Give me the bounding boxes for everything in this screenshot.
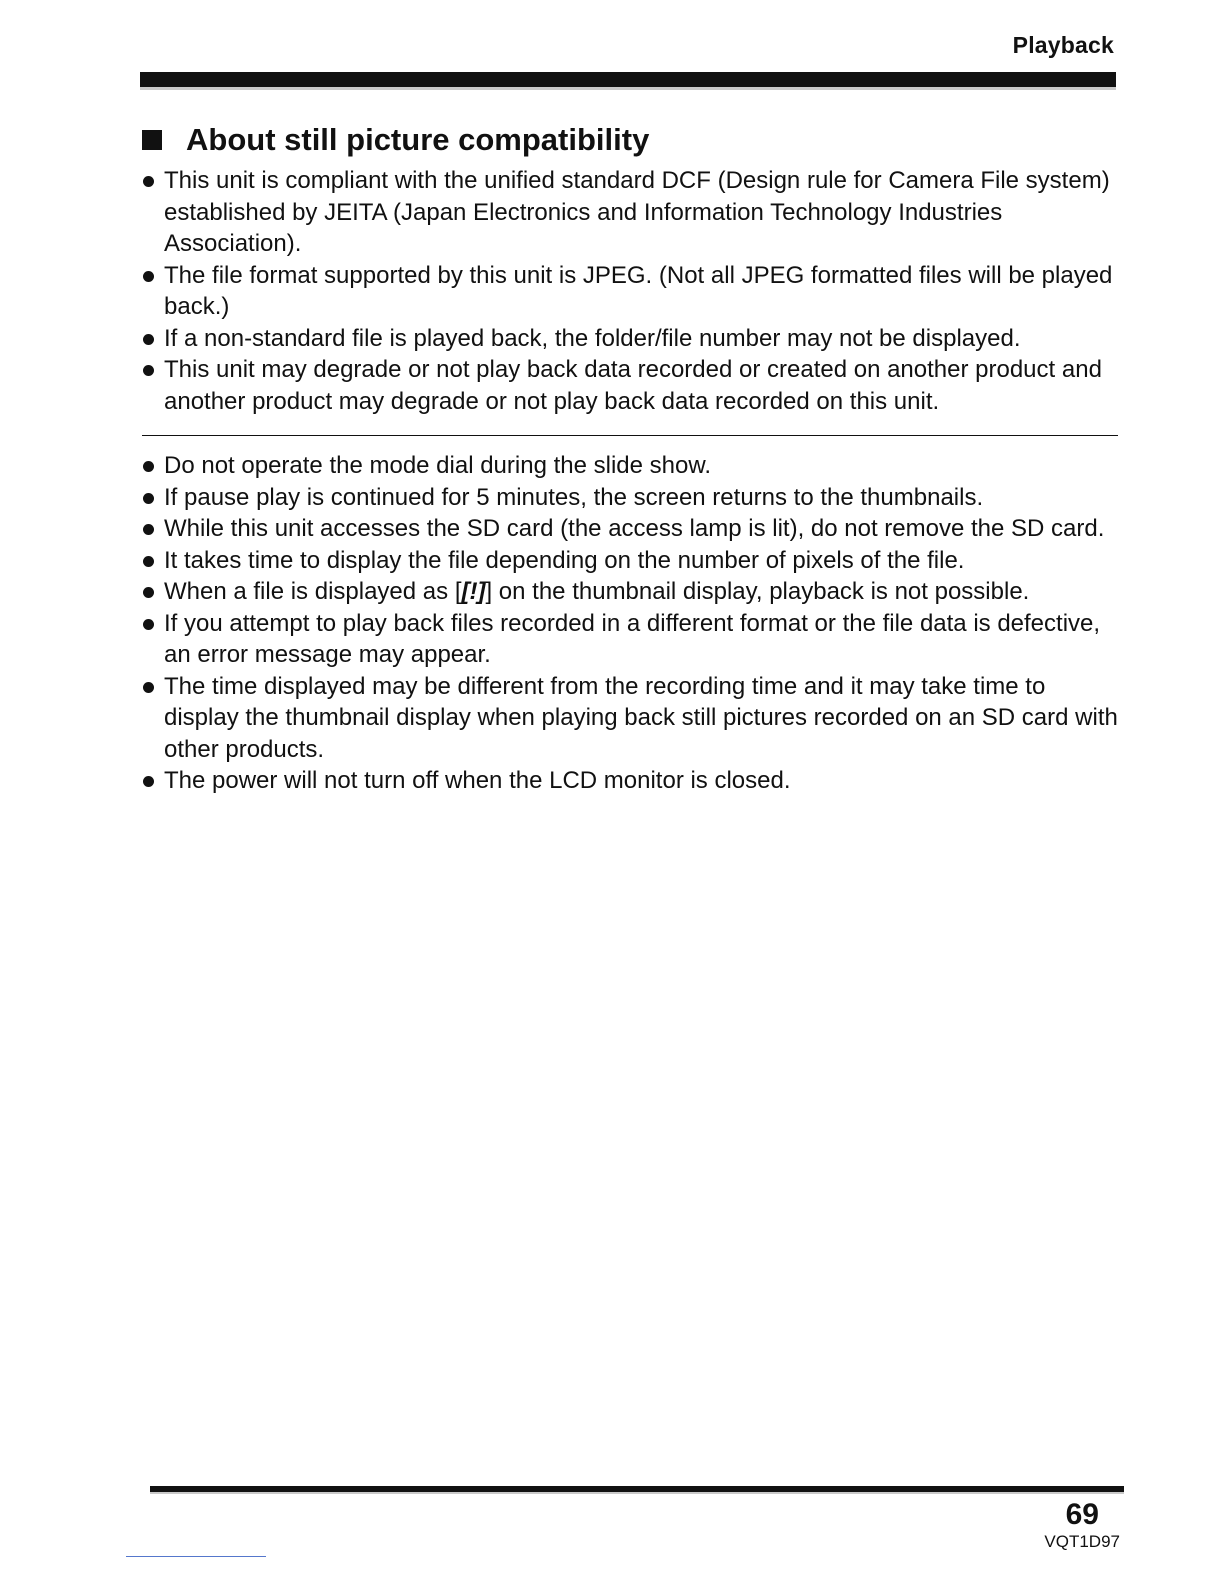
list-item: It takes time to display the file depending on the number of pixels of the file.: [142, 545, 1122, 577]
bullet-icon: [143, 776, 154, 787]
bullet-icon: [143, 556, 154, 567]
playback-notes-list: [142, 450, 1122, 797]
section-divider: [142, 435, 1118, 436]
compatibility-list: [142, 165, 1122, 417]
bullet-icon: [143, 682, 154, 693]
list-item: The file format supported by this unit is JPEG. (Not all JPEG formatted files will be played back.): [142, 260, 1122, 323]
list-item: This unit is compliant with the unified standard DCF (Design rule for Camera File system) established by JEITA (Japan Electronics and Information Technology Industries Association).: [142, 165, 1122, 260]
bullet-icon: [143, 365, 154, 376]
section-title: Playback: [1012, 32, 1114, 58]
bullet-icon: [143, 176, 154, 187]
list-item: The time displayed may be different from the recording time and it may take time to display the thumbnail display when playing back still pictures recorded on an SD card with other products.: [142, 671, 1122, 766]
unplayable-file-icon: [!]: [461, 578, 486, 605]
bullet-icon: [143, 524, 154, 535]
list-item: If you attempt to play back files recorded in a different format or the file data is defective, an error message may appear.: [142, 608, 1122, 671]
bullet-icon: [143, 271, 154, 282]
document-code: VQT1D97: [1044, 1532, 1120, 1551]
list-item: If a non-standard file is played back, the folder/file number may not be displayed.: [142, 323, 1122, 355]
list-item: The power will not turn off when the LCD monitor is closed.: [142, 765, 1122, 797]
bullet-icon: [143, 493, 154, 504]
scan-edge-mark: [126, 1556, 266, 1557]
footer-rule: [150, 1486, 1124, 1494]
header-rule: [140, 72, 1116, 90]
bullet-icon: [143, 587, 154, 598]
page-number: 69: [1065, 1498, 1099, 1531]
square-bullet-icon: [142, 130, 162, 150]
bullet-icon: [143, 461, 154, 472]
heading-title: About still picture compatibility: [186, 122, 650, 157]
bullet-icon: [143, 334, 154, 345]
bullet-icon: [143, 619, 154, 630]
list-item: If pause play is continued for 5 minutes, the screen returns to the thumbnails.: [142, 482, 1122, 514]
list-item: While this unit accesses the SD card (the access lamp is lit), do not remove the SD card.: [142, 513, 1122, 545]
list-item: This unit may degrade or not play back data recorded or created on another product and another product may degrade or not play back data recorded on this unit.: [142, 354, 1122, 417]
heading: [142, 122, 649, 158]
list-item: When a file is displayed as [[!]] on the thumbnail display, playback is not possible.: [142, 576, 1122, 608]
list-item: Do not operate the mode dial during the slide show.: [142, 450, 1122, 482]
